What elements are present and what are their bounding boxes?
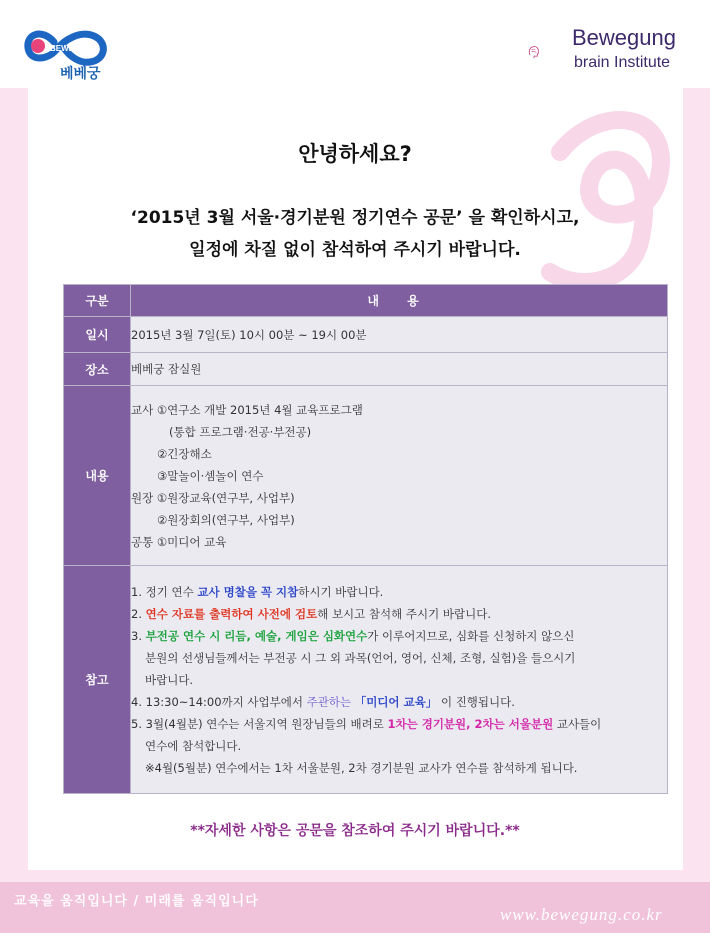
note-text: 해 보시고 참석해 주시기 바랍니다. (317, 606, 491, 621)
detail-line: 교사 ①연구소 개발 2015년 4월 교육프로그램 (131, 402, 363, 417)
note-text: 3. (131, 628, 146, 643)
decorative-swirl-icon (520, 92, 680, 302)
brain-head-logo-icon (528, 24, 572, 80)
note-text: 2. (131, 606, 146, 621)
note-5 (131, 713, 667, 735)
note-3-line-3: 바랍니다. (145, 672, 194, 687)
table-row-date (64, 317, 668, 353)
row-value-details (131, 386, 668, 566)
notice-table (63, 284, 668, 794)
slogan: 교육을 움직입니다 / 미래를 움직입니다 (14, 894, 259, 909)
note-text: 하시기 바랍니다. (298, 584, 384, 599)
table-header-row (64, 285, 668, 317)
note-highlight: 주관하는 (306, 694, 352, 709)
detail-line: 공통 ①미디어 교육 (131, 534, 227, 549)
row-value-place: 베베궁 잠실원 (131, 353, 668, 386)
website-link[interactable]: www.bewegung.co.kr (500, 905, 663, 924)
detail-line: 원장 ①원장교육(연구부, 사업부) (131, 490, 295, 505)
note-text: 1. 정기 연수 (131, 584, 198, 599)
detail-line: ③말놀이·셈놀이 연수 (157, 468, 264, 483)
note-text: 5. 3월(4월분) 연수는 서울지역 원장님들의 배려로 (131, 716, 388, 731)
intro-line-1: ‘2015년 3월 서울·경기분원 정기연수 공문’ 을 확인하시고, (130, 208, 580, 228)
table-row-place (64, 353, 668, 386)
note-highlight: 부전공 연수 시 리듬, 예술, 게임은 심화연수 (145, 628, 368, 643)
note-text: 가 이루어지므로, 심화를 신청하지 않으신 (367, 628, 575, 643)
detail-line: ②긴장해소 (157, 446, 212, 461)
note-2 (131, 603, 667, 625)
row-label-place: 장소 (64, 353, 131, 386)
note-3-line-2: 분원의 선생님들께서는 부전공 시 그 외 과목(언어, 영어, 신체, 조형, 실험)을 들으시기 (145, 650, 576, 665)
intro-line-2: 일정에 차질 없이 참석하여 주시기 바랍니다. (189, 240, 521, 260)
logo-brand-subtitle: brain Institute (574, 54, 671, 71)
header-label-category: 구분 (64, 285, 131, 317)
note-5-line-2: 연수에 참석합니다. (145, 738, 242, 753)
note-text: 이 진행됩니다. (440, 694, 515, 709)
table-row-details (64, 386, 668, 566)
footer-note: **자세한 사항은 공문을 참조하여 주시기 바랍니다.** (190, 823, 520, 839)
note-highlight: 교사 명찰을 꼭 지참 (197, 584, 299, 599)
note-1 (131, 581, 667, 603)
header-label-content: 내 용 (131, 285, 668, 317)
detail-line: (통합 프로그램·전공·부전공) (169, 424, 312, 439)
note-text: 4. 13:30~14:00까지 사업부에서 (131, 694, 307, 709)
logo-brand-name: Bewegung (572, 25, 676, 50)
note-highlight: 「미디어 교육」 (354, 694, 438, 709)
note-3 (131, 625, 667, 647)
detail-line: ②원장회의(연구부, 사업부) (157, 512, 295, 527)
note-5-line-3: ※4월(5월분) 연수에서는 1차 서울분원, 2차 경기분원 교사가 연수를 참석하게 됩니다. (145, 760, 578, 775)
logo-left-text: 베베궁 (60, 66, 101, 82)
row-label-date: 일시 (64, 317, 131, 353)
row-label-notes: 참고 (64, 566, 131, 794)
row-value-date: 2015년 3월 7일(토) 10시 00분 ~ 19시 00분 (131, 317, 668, 353)
note-text: 교사들이 (553, 716, 602, 731)
note-highlight: 연수 자료를 출력하여 사전에 검토 (145, 606, 318, 621)
row-value-notes (131, 566, 668, 794)
table-row-notes (64, 566, 668, 794)
row-label-details: 내용 (64, 386, 131, 566)
note-4 (131, 691, 667, 713)
note-highlight: 1차는 경기분원, 2차는 서울분원 (387, 716, 554, 731)
logo-badge-text: BEWEGUNG (50, 44, 98, 53)
greeting-heading: 안녕하세요? (298, 142, 412, 166)
